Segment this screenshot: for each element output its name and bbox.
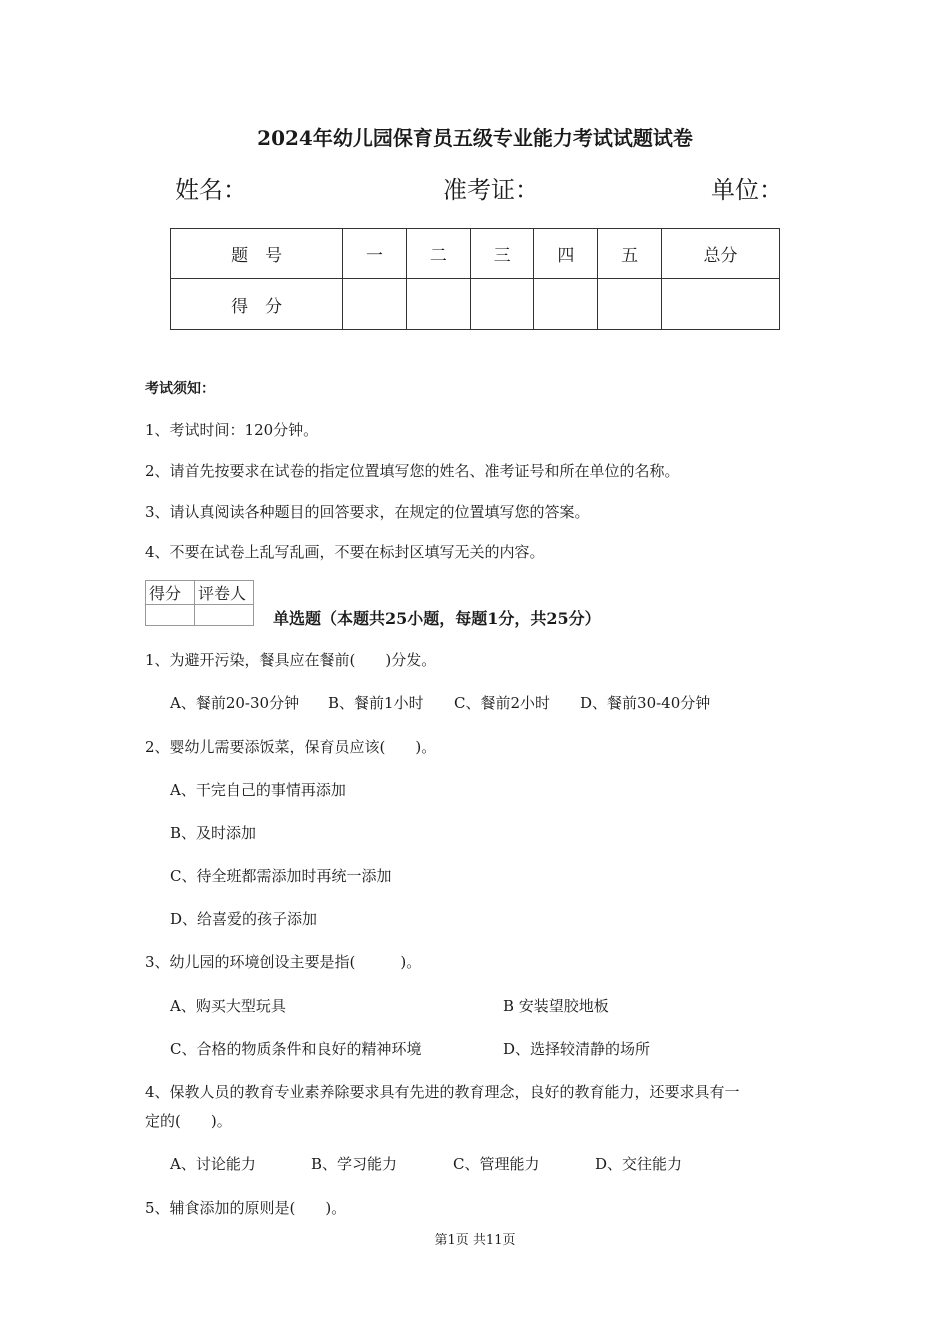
option-a: A、讨论能力: [170, 1155, 256, 1173]
score-table-header-cell: 二: [406, 229, 470, 279]
score-row-label: 得 分: [171, 279, 343, 330]
grader-score-cell[interactable]: [146, 605, 195, 626]
option-d: D、交往能力: [595, 1155, 683, 1173]
score-table-header-cell: 总分: [662, 229, 780, 279]
option-c: C、合格的物质条件和良好的精神环境: [170, 1040, 422, 1058]
score-table-header-row: [171, 229, 780, 279]
option-b: B 安装望胶地板: [503, 997, 609, 1015]
grader-reviewer-label: 评卷人: [195, 581, 254, 605]
option-d: D、选择较清静的场所: [503, 1040, 651, 1058]
score-table-header-cell: 题 号: [171, 229, 343, 279]
score-cell[interactable]: [343, 279, 407, 330]
option-d: D、餐前30-40分钟: [580, 694, 711, 712]
exam-id-field-label: 准考证：: [443, 176, 539, 204]
notice-item: 2、请首先按要求在试卷的指定位置填写您的姓名、准考证号和所在单位的名称。: [145, 462, 680, 480]
grader-box: [145, 580, 254, 626]
option-c: C、待全班都需添加时再统一添加: [170, 867, 392, 885]
option-a: A、餐前20-30分钟: [170, 694, 300, 712]
option-a: A、干完自己的事情再添加: [170, 781, 346, 799]
page-footer: 第1页 共11页: [434, 1233, 516, 1248]
question-4-continued: 定的( )。: [145, 1112, 232, 1130]
unit-field-label: 单位：: [711, 176, 783, 204]
question-3: 3、幼儿园的环境创设主要是指( )。: [145, 953, 422, 971]
score-table-header-cell: 四: [534, 229, 598, 279]
notice-item: 1、考试时间：120分钟。: [145, 421, 319, 439]
option-b: B、及时添加: [170, 824, 257, 842]
score-cell[interactable]: [406, 279, 470, 330]
option-b: B、学习能力: [311, 1155, 398, 1173]
score-table: [170, 228, 780, 330]
option-d: D、给喜爱的孩子添加: [170, 910, 318, 928]
notice-item: 4、不要在试卷上乱写乱画，不要在标封区填写无关的内容。: [145, 543, 545, 561]
name-field-label: 姓名：: [175, 176, 247, 204]
option-a: A、购买大型玩具: [170, 997, 286, 1015]
question-2: 2、婴幼儿需要添饭菜，保育员应该( )。: [145, 738, 437, 756]
notice-item: 3、请认真阅读各种题目的回答要求，在规定的位置填写您的答案。: [145, 503, 590, 521]
question-5: 5、辅食添加的原则是( )。: [145, 1199, 347, 1217]
notice-heading: 考试须知：: [145, 381, 215, 397]
option-b: B、餐前1小时: [328, 694, 424, 712]
score-cell[interactable]: [598, 279, 662, 330]
option-c: C、餐前2小时: [454, 694, 551, 712]
score-cell[interactable]: [662, 279, 780, 330]
question-4: 4、保教人员的教育专业素养除要求具有先进的教育理念，良好的教育能力，还要求具有一: [145, 1083, 740, 1101]
score-cell[interactable]: [470, 279, 534, 330]
score-table-score-row: [171, 279, 780, 330]
section-title: 单选题（本题共25小题，每题1分，共25分）: [273, 609, 601, 628]
score-table-header-cell: 三: [470, 229, 534, 279]
score-cell[interactable]: [534, 279, 598, 330]
grader-score-label: 得分: [146, 581, 195, 605]
score-table-header-cell: 五: [598, 229, 662, 279]
grader-reviewer-cell[interactable]: [195, 605, 254, 626]
score-table-header-cell: 一: [343, 229, 407, 279]
page-title: 2024年幼儿园保育员五级专业能力考试试题试卷: [257, 126, 693, 150]
question-1: 1、为避开污染，餐具应在餐前( )分发。: [145, 651, 437, 669]
option-c: C、管理能力: [453, 1155, 540, 1173]
